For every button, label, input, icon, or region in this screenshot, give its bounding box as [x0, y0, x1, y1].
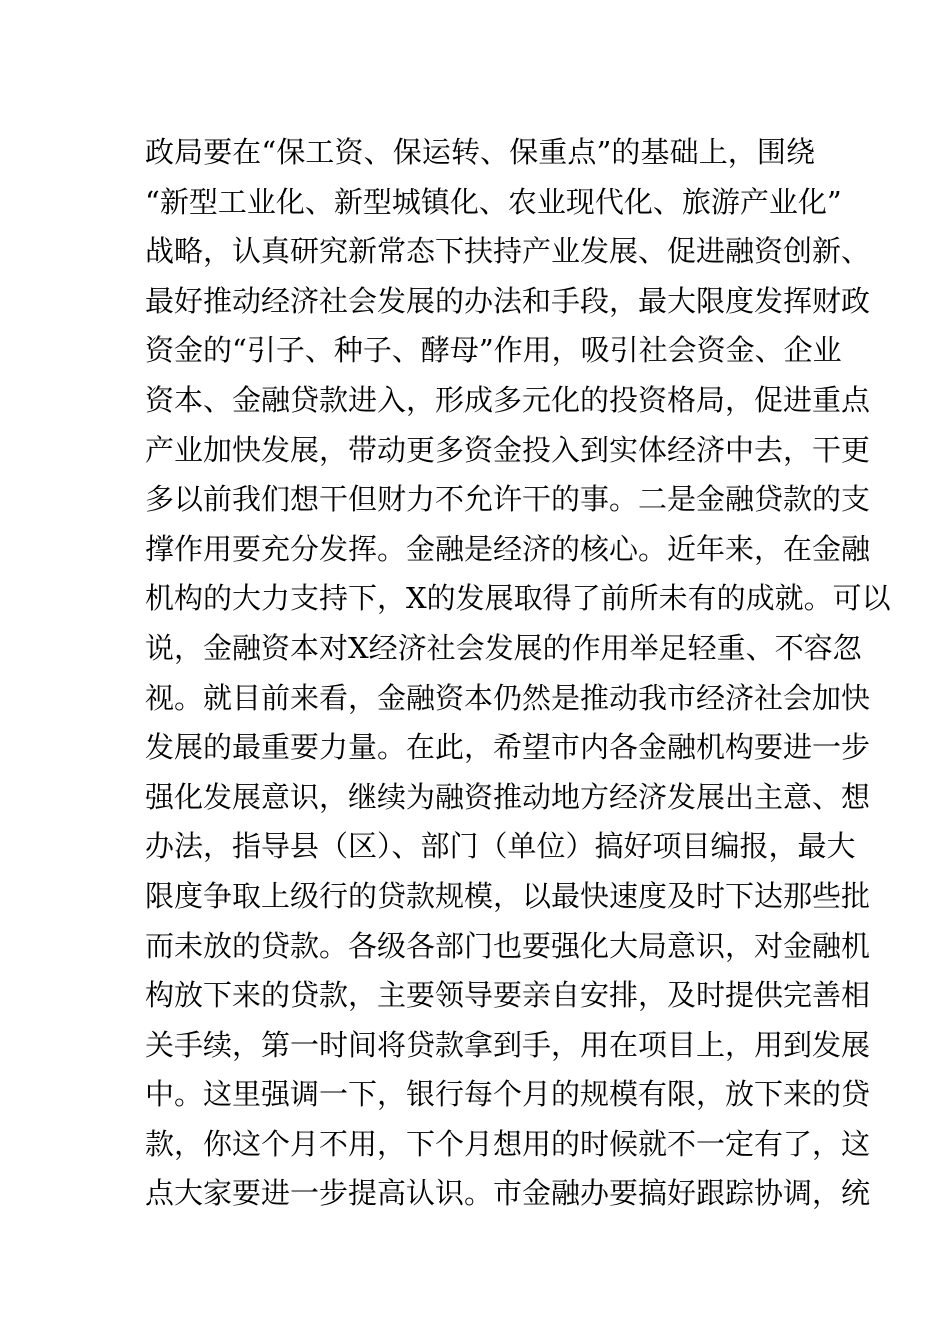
- text-line: 机构的大力支持下，X的发展取得了前所未有的成就。可以: [145, 581, 891, 616]
- text-line: 撑作用要充分发挥。金融是经济的核心。近年来，在金融: [145, 531, 871, 566]
- body-paragraph: [145, 128, 891, 1219]
- text-line: 办法，指导县（区）、部门（单位）搞好项目编报，最大: [145, 829, 856, 864]
- text-line: 最好推动经济社会发展的办法和手段，最大限度发挥财政: [145, 283, 871, 318]
- text-line: 限度争取上级行的贷款规模，以最快速度及时下达那些批: [145, 878, 871, 913]
- text-line: 多以前我们想干但财力不允许干的事。二是金融贷款的支: [145, 482, 871, 517]
- text-line: 资本、金融贷款进入，形成多元化的投资格局，促进重点: [145, 382, 871, 417]
- text-line: 强化发展意识，继续为融资推动地方经济发展出主意、想: [145, 779, 871, 814]
- text-line: 款，你这个月不用，下个月想用的时候就不一定有了，这: [145, 1126, 871, 1161]
- text-line: 说，金融资本对X经济社会发展的作用举足轻重、不容忽: [145, 630, 862, 665]
- text-line: 构放下来的贷款，主要领导要亲自安排，及时提供完善相: [145, 978, 871, 1013]
- text-line: 而未放的贷款。各级各部门也要强化大局意识，对金融机: [145, 928, 871, 963]
- text-line: 产业加快发展，带动更多资金投入到实体经济中去，干更: [145, 432, 871, 467]
- text-line: 点大家要进一步提高认识。市金融办要搞好跟踪协调，统: [145, 1176, 871, 1211]
- text-line: 视。就目前来看，金融资本仍然是推动我市经济社会加快: [145, 680, 871, 715]
- text-line: 发展的最重要力量。在此，希望市内各金融机构要进一步: [145, 730, 871, 765]
- text-line: 政局要在“保工资、保运转、保重点”的基础上，围绕: [145, 135, 815, 169]
- text-line: 中。这里强调一下，银行每个月的规模有限，放下来的贷: [145, 1077, 871, 1112]
- text-line: 关手续，第一时间将贷款拿到手，用在项目上，用到发展: [145, 1027, 871, 1062]
- text-line: 战略，认真研究新常态下扶持产业发展、促进融资创新、: [145, 234, 871, 269]
- text-line: “新型工业化、新型城镇化、农业现代化、旅游产业化”: [145, 184, 842, 219]
- text-line: 资金的“引子、种子、酵母”作用，吸引社会资金、企业: [145, 333, 842, 368]
